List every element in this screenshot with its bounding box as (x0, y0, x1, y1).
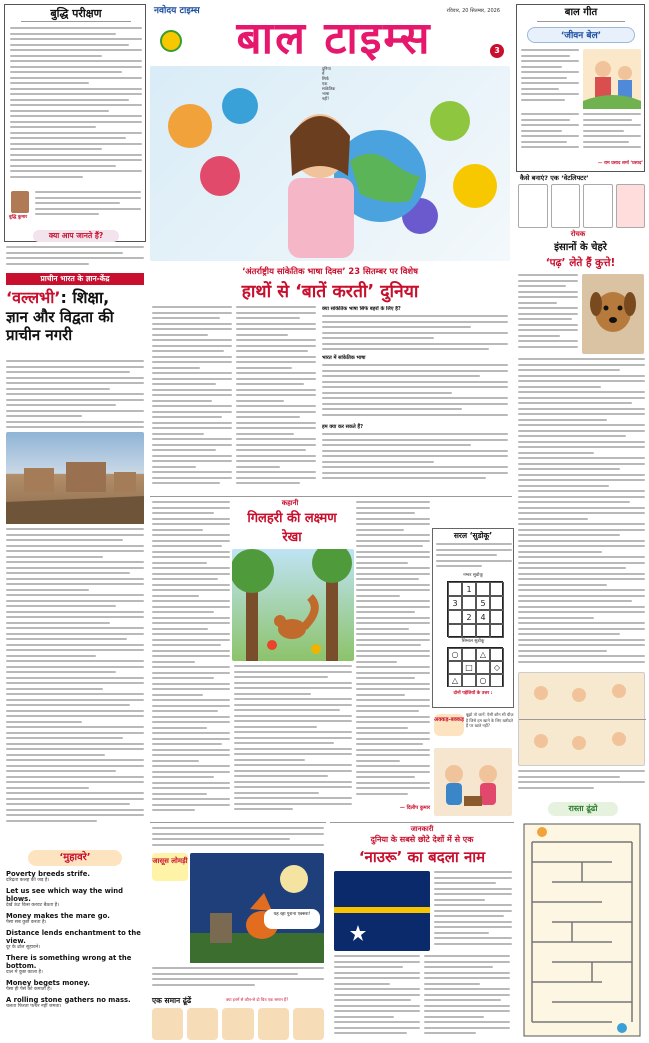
poem-illustration (583, 49, 641, 109)
faces-body-b (518, 358, 645, 668)
hero-image (150, 66, 510, 261)
square-icon[interactable]: □ (462, 661, 476, 674)
masthead-title: बाल टाइम्स (236, 13, 432, 64)
hero-caption: ‘अंतर्राष्ट्रीय सांकेतिक भाषा दिवस’ 23 सितम्बर पर विशेष (242, 266, 418, 276)
symbol-sudoku-grid (447, 647, 503, 687)
kids-scene (434, 748, 512, 816)
samaan-option[interactable] (258, 1008, 289, 1040)
poem-stanza-3 (583, 113, 641, 157)
nauru-kicker: जानकारी (410, 825, 434, 833)
sudoku-section (432, 528, 514, 708)
brand-name: नवोदय टाइम्स (154, 6, 200, 16)
ruins-photo (6, 432, 144, 524)
faces-body-a (518, 274, 578, 354)
hero-col-1 (152, 306, 232, 492)
sudoku-answers-label: दोनों पहेलियों के उत्तर : (453, 691, 493, 696)
sudoku-cell[interactable]: 2 (462, 610, 476, 624)
muhavare-hi: चलता फिरता पत्थर नहीं जमता। (6, 1004, 62, 1009)
maze-grid[interactable] (522, 822, 642, 1038)
know-title: क्या आप जानते हैं? (33, 230, 119, 242)
sudoku-cell[interactable]: 5 (476, 596, 490, 610)
muhavare-item (6, 912, 146, 926)
muhavare-hi: पैसा ही पैसे को कमाता है। (6, 987, 52, 992)
difference-caption (518, 770, 645, 796)
sudoku-cell[interactable] (462, 596, 476, 610)
author-photo (11, 191, 29, 213)
education-title-a: ‘वल्लभी’ (6, 288, 61, 307)
hero-headline: हाथों से ‘बातें करती’ दुनिया (241, 282, 419, 302)
nauru-section (330, 822, 514, 1042)
nauru-col-a (334, 955, 420, 1041)
muhavare-en: Money begets money. (6, 979, 90, 987)
muhavare-list (6, 870, 146, 1038)
dog-photo (582, 274, 644, 354)
samaan-row (152, 1008, 324, 1040)
sudoku-cell[interactable] (490, 582, 504, 596)
muhavare-item (6, 954, 146, 976)
nauru-col-right (434, 871, 512, 951)
akkad-section (432, 710, 514, 818)
sudoku-cell[interactable]: 4 (476, 610, 490, 624)
education-title-c: ज्ञान और विद्वता की (6, 308, 114, 326)
diamond-icon[interactable]: ◇ (490, 661, 504, 674)
muhavare-item (6, 929, 146, 951)
quiz-text (10, 27, 142, 185)
sign-language-illustration (150, 66, 510, 261)
muhavare-item (6, 887, 146, 909)
speech-bubble: यह रहा पुराना एक्सरा! (264, 909, 320, 929)
symbol-sudoku-label: सिम्बल सुडोकू (461, 639, 485, 644)
hero-right-text-a (322, 315, 508, 355)
faces-kicker: रोचक (570, 230, 586, 238)
drawing-step (583, 184, 613, 228)
know-text (6, 246, 144, 272)
drawing-step (518, 184, 548, 228)
triangle-icon[interactable]: △ (448, 674, 462, 687)
education-title-b: : शिक्षा, (60, 288, 110, 307)
answers-author: बुद्धि कुमार (9, 215, 28, 220)
story-kicker: कहानी (281, 499, 299, 507)
date-line: रविवार, 20 सितम्बर, 2026 (446, 8, 500, 14)
education-intro (6, 360, 144, 432)
muhavare-en: Money makes the mare go. (6, 912, 110, 920)
ruins-illustration (6, 432, 144, 524)
muhavare-en: Let us see which way the wind blows. (6, 887, 123, 903)
muhavare-title: ‘मुहावरे’ (28, 850, 122, 866)
jaasoos-intro (152, 827, 324, 851)
jaasoos-caption (152, 967, 324, 991)
flag-illustration (334, 871, 430, 951)
samaan-title: एक समान ढूंढें (152, 996, 192, 1005)
circle-icon[interactable]: ○ (448, 648, 462, 661)
poem-stanza-1 (521, 49, 579, 109)
samaan-option[interactable] (293, 1008, 324, 1040)
sudoku-cell[interactable] (448, 610, 462, 624)
sudoku-cell[interactable] (490, 596, 504, 610)
sudoku-cell[interactable]: 1 (462, 582, 476, 596)
education-kicker: प्राचीन भारत के ज्ञान-केंद्र (6, 273, 144, 285)
quiz-title: बुद्धि परीक्षण (21, 7, 131, 22)
drawing-title: कैसे बनाएं? एक ‘वेटलिफ्टर’ (520, 174, 589, 182)
cartoon-scene (519, 673, 646, 767)
education-title-d: प्राचीन नगरी (6, 326, 73, 344)
blank-cell[interactable] (448, 661, 462, 674)
sudoku-title: सरल ‘सुडोकू’ (453, 531, 493, 540)
story-col-1 (152, 501, 230, 815)
sudoku-cell[interactable] (448, 582, 462, 596)
muhavare-en: There is something wrong at the bottom. (6, 954, 132, 970)
sudoku-cell[interactable]: 3 (448, 596, 462, 610)
geet-author: — राम प्रसाद शर्मा ‘प्रसाद’ (597, 161, 643, 166)
circle-icon[interactable]: ○ (476, 674, 490, 687)
akkad-title: अक्कड़-बक्कड़ (434, 714, 464, 736)
muhavare-hi: पैसा सब कुछ करता है। (6, 920, 47, 925)
education-body (6, 528, 144, 828)
sudoku-cell[interactable] (462, 624, 476, 638)
blank-cell[interactable] (490, 674, 504, 687)
muhavare-en: A rolling stone gathers no mass. (6, 996, 131, 1004)
nauru-headline-1: दुनिया के सबसे छोटे देशों में से एक (370, 835, 474, 844)
sudoku-cell[interactable] (476, 582, 490, 596)
nauru-headline-2: ‘नाउरू’ का बदला नाम (358, 848, 486, 866)
blank-cell[interactable] (462, 674, 476, 687)
drawing-step (551, 184, 581, 228)
blank-cell[interactable] (476, 661, 490, 674)
sudoku-cell[interactable] (476, 624, 490, 638)
muhavare-hi: दूर के ढोल सुहावने। (6, 945, 41, 950)
hero-right-text-b (322, 364, 508, 424)
quiz-section (4, 4, 146, 242)
faces-title-2: ‘पढ़’ लेते हैं कुत्ते! (545, 257, 616, 269)
squirrel-illustration (232, 549, 354, 661)
muhavare-hi: दाल में कुछ काला है। (6, 970, 43, 975)
geet-poem-title: ‘जीवन बेल’ (527, 27, 635, 43)
maze-title: रास्ता ढूंढो (548, 802, 618, 816)
dog-illustration (582, 274, 644, 354)
samaan-option[interactable] (222, 1008, 253, 1040)
nauru-flag (334, 871, 430, 951)
maze-illustration (522, 822, 642, 1038)
masthead (150, 2, 508, 64)
sudoku-cell[interactable] (490, 610, 504, 624)
sudoku-instructions (436, 543, 512, 573)
kids-garden (583, 49, 641, 109)
number-sudoku-grid (447, 581, 503, 637)
difference-cartoon (518, 672, 645, 766)
hero-subhead-3: भारत में सांकेतिक भाषा (322, 355, 366, 361)
hero-right-col (322, 306, 508, 492)
hero-col-2 (236, 306, 316, 492)
answers-text (35, 191, 141, 225)
jaasoos-title: जासूस लोमड़ी (152, 853, 188, 881)
hero-subhead-2: क्या सांकेतिक भाषा सिर्फ बहरों के लिए है? (322, 306, 401, 312)
muhavare-item (6, 979, 146, 993)
blank-cell[interactable] (490, 648, 504, 661)
sudoku-cell[interactable] (448, 624, 462, 638)
triangle-icon[interactable]: △ (476, 648, 490, 661)
muhavare-item (6, 870, 146, 884)
muhavare-en: Distance lends enchantment to the view. (6, 929, 141, 945)
page-number: 3 (490, 44, 504, 58)
geet-title: बाल गीत (537, 7, 625, 22)
story-title: गिलहरी की लक्ष्मण रेखा (247, 511, 337, 545)
muhavare-hi: दरिद्रता कलह की जड़ है। (6, 878, 50, 883)
geet-section (516, 4, 645, 172)
story-col-3 (356, 501, 430, 801)
fox-scene (190, 853, 324, 963)
drawing-steps (518, 184, 645, 228)
hero-right-text-c (322, 433, 508, 492)
muhavare-hi: देखें ऊंट किस करवट बैठता है। (6, 903, 60, 908)
education-title (6, 288, 146, 356)
drawing-step (616, 184, 646, 228)
muhavare-en: Poverty breeds strife. (6, 870, 90, 878)
akkad-question: बूझो तो जानें: ऐसी कौन सी चीज़ है जिसे हम खाने के लिए खरीदते हैं पर खाते नहीं? (466, 712, 514, 728)
hero-subhead-4: हम क्या कर सकते हैं? (322, 424, 363, 430)
poem-stanza-2 (521, 113, 579, 157)
jaasoos-section (150, 822, 326, 992)
faces-title-1: इंसानों के चेहरे (554, 242, 607, 253)
sudoku-cell[interactable] (490, 624, 504, 638)
story-col-2 (234, 665, 352, 815)
samaan-option[interactable] (152, 1008, 183, 1040)
fox-comic (190, 853, 324, 963)
samaan-section (150, 994, 326, 1041)
squirrel-scene (232, 549, 354, 661)
samaan-caption: क्या इनमें से कौन-से दो चित्र एक समान हैं? (226, 997, 289, 1002)
kids-illustration (434, 748, 512, 816)
muhavare-item (6, 996, 146, 1010)
sudoku-grid-label: नम्बर सुडोकू (463, 573, 483, 578)
samaan-option[interactable] (187, 1008, 218, 1040)
smiley-icon (160, 30, 182, 52)
blank-cell[interactable] (462, 648, 476, 661)
story-author: — दिलीप कुमार (399, 805, 430, 811)
nauru-col-b (424, 955, 510, 1041)
